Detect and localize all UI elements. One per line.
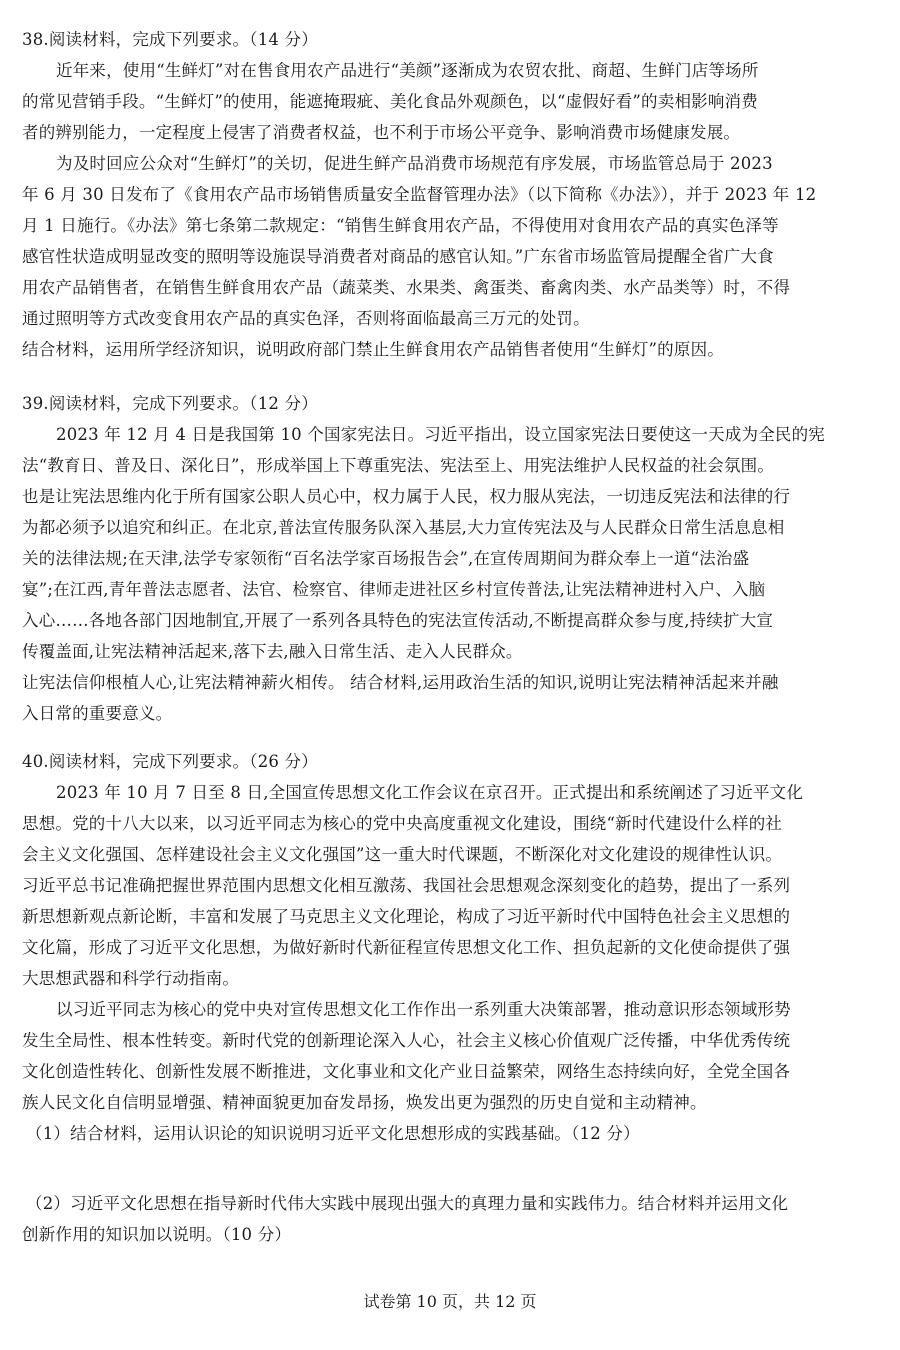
question-40-line: 思想。党的十八大以来，以习近平同志为核心的党中央高度重视文化建设，围绕“新时代建设什么样的社: [22, 814, 783, 833]
question-40-line: 习近平总书记准确把握世界范围内思想文化相互激荡、我国社会思想观念深刻变化的趋势，提出了一系列: [22, 876, 791, 895]
question-38-line: 为及时回应公众对“生鲜灯”的关切，促进生鲜产品消费市场规范有序发展，市场监管总局于 2023: [56, 154, 773, 173]
question-40-line: 新思想新观点新论断，丰富和发展了马克思主义文化理论，构成了习近平新时代中国特色社会主义思想的: [22, 907, 791, 926]
question-39-prompt: 让宪法信仰根植人心,让宪法精神薪火相传。 结合材料,运用政治生活的知识,说明让宪法精神活起来并融: [22, 673, 779, 692]
question-38-line: 年 6 月 30 日发布了《食用农产品市场销售质量安全监督管理办法》（以下简称《办法》），并于 2023 年 12: [22, 185, 817, 204]
question-40-sub2: [22, 1188, 882, 1250]
question-38-line: 通过照明等方式改变食用农产品的真实色泽，否则将面临最高三万元的处罚。: [22, 309, 590, 328]
page-footer: 试卷第 10 页，共 12 页: [363, 1292, 537, 1311]
question-39-line: 2023 年 12 月 4 日是我国第 10 个国家宪法日。习近平指出，设立国家宪法日要使这一天成为全民的宪: [56, 425, 825, 444]
question-39-line: 入心……各地各部门因地制宜,开展了一系列各具特色的宪法宣传活动,不断提高群众参与度,持续扩大宣: [22, 611, 774, 630]
question-39-title: 39.阅读材料，完成下列要求。（12 分）: [22, 394, 318, 413]
question-40-sub2-line: （2）习近平文化思想在指导新时代伟大实践中展现出强大的真理力量和实践伟力。结合材料并运用文化: [26, 1194, 789, 1213]
question-40-line: 文化创造性转化、创新性发展不断推进，文化事业和文化产业日益繁荣，网络生态持续向好，全党全国各: [22, 1062, 791, 1081]
question-40-line: 会主义文化强国、怎样建设社会主义文化强国”这一重大时代课题，不断深化对文化建设的规律性认识。: [22, 845, 783, 864]
question-40-line: 大思想武器和科学行动指南。: [22, 969, 240, 988]
question-38-line: 月 1 日施行。《办法》第七条第二款规定：“销售生鲜食用农产品，不得使用对食用农产品的真实色泽等: [22, 216, 779, 235]
question-38-line: 的常见营销手段。“生鲜灯”的使用，能遮掩瑕疵、美化食品外观颜色，以“虚假好看”的卖相影响消费: [22, 92, 758, 111]
question-39-line: 宴”;在江西,青年普法志愿者、法官、检察官、律师走进社区乡村宣传普法,让宪法精神进村入户、入脑: [22, 580, 766, 599]
question-40-sub2-line: 创新作用的知识加以说明。（10 分）: [22, 1225, 292, 1244]
question-38-prompt: 结合材料，运用所学经济知识，说明政府部门禁止生鲜食用农产品销售者使用“生鲜灯”的原因。: [22, 340, 724, 359]
question-39-line: 关的法律法规;在天津,法学专家领衔“百名法学家百场报告会”,在宣传周期间为群众奉上一道“法治盛: [22, 549, 750, 568]
question-40-sub1: （1）结合材料，运用认识论的知识说明习近平文化思想形成的实践基础。（12 分）: [26, 1124, 640, 1143]
question-40-line: 以习近平同志为核心的党中央对宣传思想文化工作作出一系列重大决策部署，推动意识形态领域形势: [56, 1000, 791, 1019]
question-40-line: 族人民文化自信明显增强、精神面貌更加奋发昂扬，焕发出更为强烈的历史自觉和主动精神。: [22, 1093, 707, 1112]
question-38-line: 者的辨别能力，一定程度上侵害了消费者权益，也不利于市场公平竞争、影响消费市场健康发展。: [22, 123, 741, 142]
question-39-line: 法“教育日、普及日、深化日”，形成举国上下尊重宪法、宪法至上、用宪法维护人民权益的社会氛围。: [22, 456, 775, 475]
question-40: [22, 746, 882, 1149]
question-40-line: 文化篇，形成了习近平文化思想，为做好新时代新征程宣传思想文化工作、担负起新的文化使命提供了强: [22, 938, 791, 957]
question-38-line: 近年来，使用“生鲜灯”对在售食用农产品进行“美颜”逐渐成为农贸农批、商超、生鲜门店等场所: [56, 61, 759, 80]
question-38-title: 38.阅读材料，完成下列要求。（14 分）: [22, 30, 318, 49]
question-39-line: 传覆盖面,让宪法精神活起来,落下去,融入日常生活、走入人民群众。: [22, 642, 523, 661]
question-39-line: 也是让宪法思维内化于所有国家公职人员心中，权力属于人民，权力服从宪法，一切违反宪法和法律的行: [22, 487, 791, 506]
question-39-line: 为都必须予以追究和纠正。在北京,普法宣传服务队深入基层,大力宣传宪法及与人民群众日常生活息息相: [22, 518, 785, 537]
question-39: [22, 388, 882, 729]
question-40-line: 2023 年 10 月 7 日至 8 日,全国宣传思想文化工作会议在京召开。正式提出和系统阐述了习近平文化: [56, 783, 804, 802]
question-38-line: 感官性状造成明显改变的照明等设施误导消费者对商品的感官认知。”广东省市场监管局提醒全省广大食: [22, 247, 774, 266]
question-40-title: 40.阅读材料，完成下列要求。（26 分）: [22, 752, 318, 771]
question-38-line: 用农产品销售者，在销售生鲜食用农产品（蔬菜类、水果类、禽蛋类、畜禽肉类、水产品类等）时，不得: [22, 278, 791, 297]
question-39-prompt: 入日常的重要意义。: [22, 704, 173, 723]
question-38: [22, 24, 882, 365]
question-40-line: 发生全局性、根本性转变。新时代党的创新理论深入人心，社会主义核心价值观广泛传播，中华优秀传统: [22, 1031, 791, 1050]
